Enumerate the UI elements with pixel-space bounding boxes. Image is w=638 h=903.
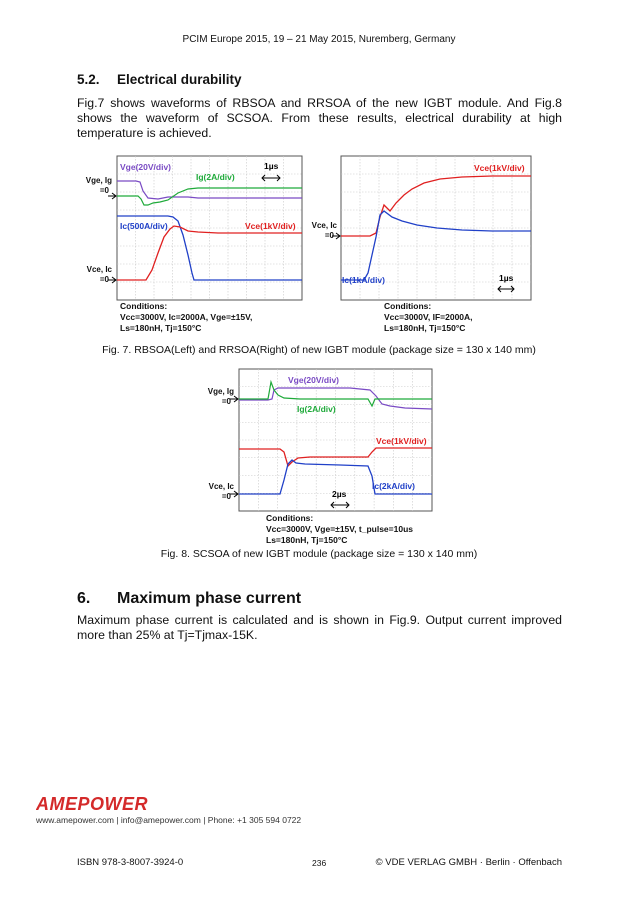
- section-heading-5-2: [77, 72, 242, 87]
- page-header: PCIM Europe 2015, 19 – 21 May 2015, Nuremberg, Germany: [182, 34, 456, 45]
- label-zero: =0: [99, 275, 109, 284]
- trace-label-vce: Vce(1kV/div): [474, 163, 525, 173]
- axis-label-vce-ic: [198, 482, 234, 502]
- section-heading-6: [77, 590, 301, 608]
- trace-label-vge: Vge(20V/div): [288, 375, 340, 385]
- conditions-scsoa: [266, 513, 413, 546]
- section-title: Electrical durability: [117, 72, 242, 87]
- label-zero: =0: [221, 397, 231, 406]
- conditions-line: Vcc=3000V, Ic=2000A, Vge=±15V,: [120, 312, 253, 322]
- conditions-line: Conditions:: [120, 301, 168, 311]
- conditions-line: Ls=180nH, Tj=150°C: [384, 323, 466, 333]
- axis-label-vge-ig: [198, 387, 234, 407]
- conditions-line: Conditions:: [384, 301, 432, 311]
- label-zero: =0: [324, 231, 334, 240]
- trace-label-ic: Ic(500A/div): [120, 221, 168, 231]
- time-scale-label: 2µs: [332, 489, 347, 499]
- label-vge-ig: Vge, Ig: [207, 387, 234, 396]
- time-scale-label: 1µs: [264, 161, 279, 171]
- trace-label-ic: Ic(1kA/div): [342, 275, 385, 285]
- trace-label-ig: Ig(2A/div): [196, 172, 235, 182]
- footer-page-number: 236: [312, 858, 327, 868]
- conditions-line: Ls=180nH, Tj=150°C: [120, 323, 202, 333]
- amepower-logo: [36, 795, 186, 813]
- label-vce-ic: Vce, Ic: [208, 482, 234, 491]
- figure-7-caption: Fig. 7. RBSOA(Left) and RRSOA(Right) of new IGBT module (package size = 130 x 140 mm): [102, 344, 536, 356]
- scope-scsoa: [230, 368, 433, 512]
- trace-label-vce: Vce(1kV/div): [376, 436, 427, 446]
- conditions-line: Ls=180nH, Tj=150°C: [266, 535, 348, 545]
- conditions-line: Conditions:: [266, 513, 314, 523]
- time-scale-label: 1µs: [499, 273, 514, 283]
- footer-isbn: ISBN 978-3-8007-3924-0: [77, 857, 184, 868]
- section-number: 6.: [77, 590, 91, 607]
- label-vce-ic: Vce, Ic: [86, 265, 112, 274]
- label-zero: =0: [221, 492, 231, 501]
- footer-publisher: © VDE VERLAG GMBH · Berlin · Offenbach: [375, 857, 562, 868]
- contact-info: www.amepower.com | info@amepower.com | Phone: +1 305 594 0722: [36, 815, 302, 825]
- logo-text: AMEPOWER: [36, 795, 148, 813]
- label-vce-ic: Vce, Ic: [311, 221, 337, 230]
- conditions-rbsoa: [120, 301, 252, 334]
- trace-label-vge: Vge(20V/div): [120, 162, 172, 172]
- label-zero: =0: [99, 186, 109, 195]
- section-number: 5.2.: [77, 72, 100, 87]
- conditions-rrsoa: [384, 301, 473, 334]
- label-vge-ig: Vge, Ig: [85, 176, 112, 185]
- conditions-line: Vcc=3000V, IF=2000A,: [384, 312, 473, 322]
- trace-label-ic: Ic(2kA/div): [372, 481, 415, 491]
- figure-8-caption: Fig. 8. SCSOA of new IGBT module (package size = 130 x 140 mm): [160, 548, 478, 560]
- paragraph-phase-current: Maximum phase current is calculated and is shown in Fig.9. Output current improved more than 25% at Tj=Tjmax-15K.: [77, 613, 562, 642]
- trace-label-ig: Ig(2A/div): [297, 404, 336, 414]
- trace-label-vce: Vce(1kV/div): [245, 221, 296, 231]
- conditions-line: Vcc=3000V, Vge=±15V, t_pulse=10us: [266, 524, 413, 534]
- scope-rrsoa: [332, 155, 532, 301]
- section-title: Maximum phase current: [117, 590, 302, 607]
- scope-rbsoa: [108, 155, 303, 301]
- paragraph-durability: Fig.7 shows waveforms of RBSOA and RRSOA of the new IGBT module. And Fig.8 shows the waveform of SCSOA. From these results, electrical durability at high temperature is achieved.: [77, 96, 562, 140]
